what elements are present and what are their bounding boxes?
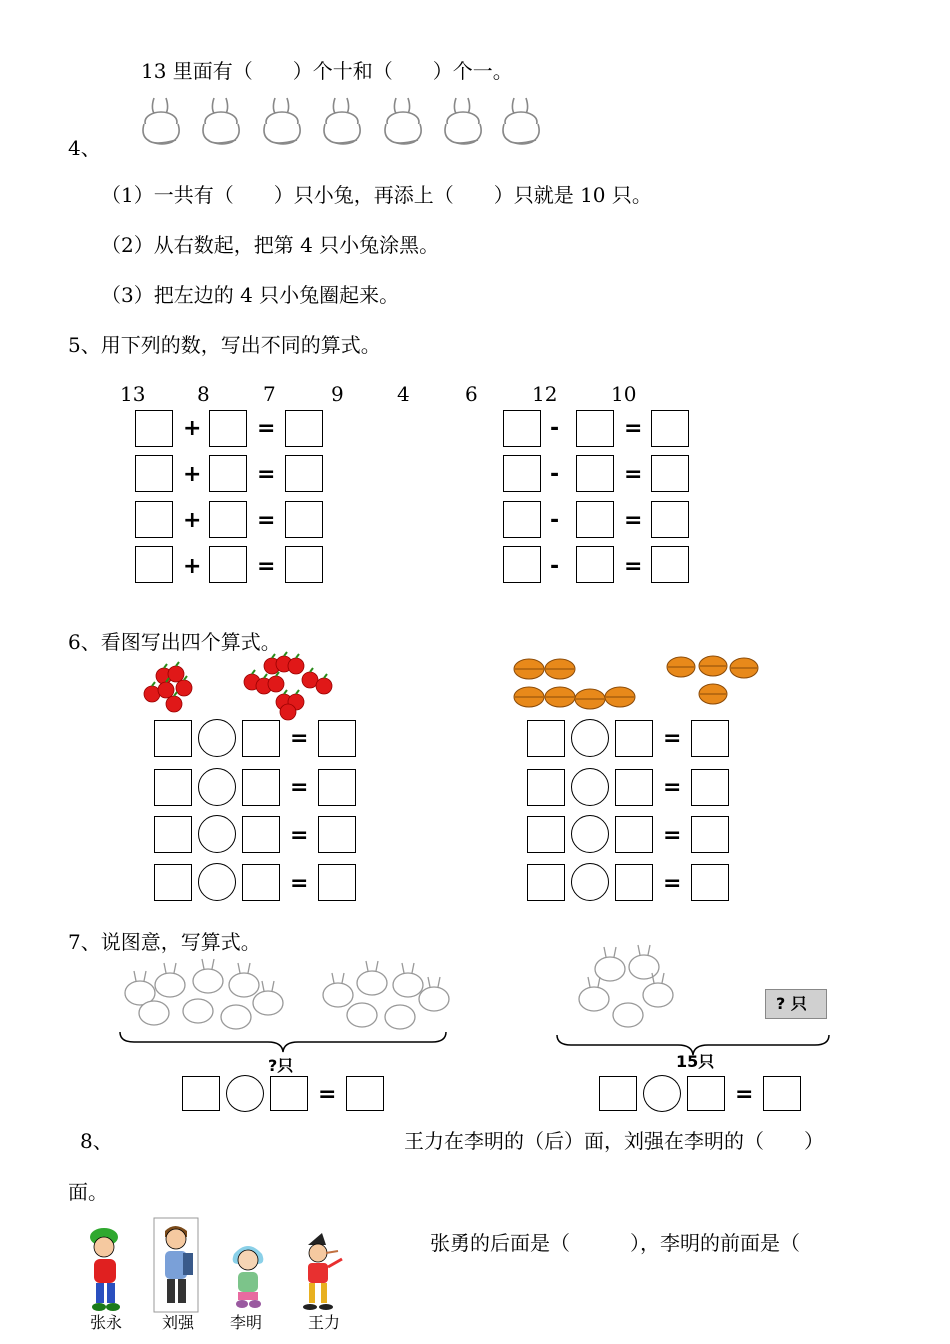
q5-number: 9 (331, 382, 344, 406)
answer-box[interactable] (318, 720, 356, 757)
q6-title: 6、看图写出四个算式。 (68, 630, 281, 654)
answer-box[interactable] (154, 720, 192, 757)
answer-box[interactable] (576, 501, 614, 538)
equals-sign: = (257, 416, 276, 441)
question-box (765, 989, 827, 1019)
plus-sign: + (183, 554, 202, 579)
plus-sign: + (183, 416, 202, 441)
answer-box[interactable] (576, 546, 614, 583)
boy-backpack-icon (153, 1217, 199, 1313)
answer-box[interactable] (527, 720, 565, 757)
equals-sign: = (257, 462, 276, 487)
q8-line-1: 王力在李明的（后）面，刘强在李明的（ ） (404, 1129, 824, 1153)
answer-box[interactable] (503, 501, 541, 538)
apples-group-icon (140, 660, 200, 715)
equals-sign: = (257, 508, 276, 533)
equals-sign: = (257, 554, 276, 579)
q8-line-3: 张勇的后面是（ ），李明的前面是（ (430, 1231, 800, 1255)
operator-circle[interactable] (198, 815, 236, 853)
answer-box[interactable] (318, 864, 356, 901)
q4-item-2: （2）从右数起，把第 4 只小兔涂黑。 (101, 233, 440, 257)
answer-box[interactable] (285, 410, 323, 447)
bunny-icon (380, 94, 428, 150)
equals-sign: = (290, 726, 309, 751)
answer-box[interactable] (691, 720, 729, 757)
equals-sign: = (624, 462, 643, 487)
answer-box[interactable] (242, 769, 280, 806)
answer-box[interactable] (687, 1076, 725, 1111)
bunny-icon (319, 94, 367, 150)
answer-box[interactable] (285, 501, 323, 538)
answer-box[interactable] (242, 816, 280, 853)
child-name-label: 张永 (90, 1313, 123, 1332)
answer-box[interactable] (527, 769, 565, 806)
answer-box[interactable] (154, 864, 192, 901)
answer-box[interactable] (576, 410, 614, 447)
answer-box[interactable] (651, 546, 689, 583)
answer-box[interactable] (154, 769, 192, 806)
apples-group-icon (240, 652, 340, 722)
operator-circle[interactable] (226, 1075, 264, 1112)
answer-box[interactable] (318, 816, 356, 853)
answer-box[interactable] (691, 864, 729, 901)
answer-box[interactable] (154, 816, 192, 853)
answer-box[interactable] (503, 410, 541, 447)
answer-box[interactable] (209, 501, 247, 538)
answer-box[interactable] (651, 410, 689, 447)
answer-box[interactable] (651, 501, 689, 538)
operator-circle[interactable] (571, 815, 609, 853)
answer-box[interactable] (576, 455, 614, 492)
answer-box[interactable] (318, 769, 356, 806)
pinocchio-icon (296, 1233, 350, 1313)
child-name-label: 李明 (230, 1313, 263, 1332)
left-quantity-label: ?只 (268, 1056, 294, 1075)
burgers-group-icon (666, 654, 761, 708)
q5-number: 4 (397, 382, 410, 406)
operator-circle[interactable] (198, 719, 236, 757)
answer-box[interactable] (135, 410, 173, 447)
operator-circle[interactable] (571, 768, 609, 806)
answer-box[interactable] (691, 769, 729, 806)
answer-box[interactable] (182, 1076, 220, 1111)
q4-item-3: （3）把左边的 4 只小兔圈起来。 (101, 283, 400, 307)
answer-box[interactable] (285, 546, 323, 583)
left-brace (118, 1030, 448, 1056)
q3-line: 13 里面有（ ）个十和（ ）个一。 (141, 59, 513, 83)
answer-box[interactable] (346, 1076, 384, 1111)
q4-item-1: （1）一共有（ ）只小兔，再添上（ ）只就是 10 只。 (101, 183, 652, 207)
equals-sign: = (735, 1082, 754, 1107)
q4-number: 4、 (68, 136, 101, 160)
answer-box[interactable] (270, 1076, 308, 1111)
boy-green-hat-icon (82, 1225, 128, 1313)
answer-box[interactable] (527, 816, 565, 853)
bunny-icon (498, 94, 546, 150)
operator-circle[interactable] (198, 863, 236, 901)
bunny-icon (198, 94, 246, 150)
q5-number: 10 (611, 382, 637, 406)
answer-box[interactable] (135, 546, 173, 583)
answer-box[interactable] (503, 455, 541, 492)
child-name-label: 刘强 (162, 1313, 195, 1332)
equals-sign: = (318, 1082, 337, 1107)
answer-box[interactable] (209, 546, 247, 583)
answer-box[interactable] (242, 864, 280, 901)
answer-box[interactable] (527, 864, 565, 901)
equals-sign: = (624, 508, 643, 533)
bunny-group-icon (118, 955, 288, 1035)
bunny-group-icon (318, 955, 453, 1035)
bunny-icon (138, 94, 186, 150)
equals-sign: = (290, 775, 309, 800)
q5-number: 12 (532, 382, 558, 406)
q5-number: 13 (120, 382, 146, 406)
q5-number: 8 (197, 382, 210, 406)
answer-box[interactable] (599, 1076, 637, 1111)
question-box-label: ? 只 (776, 994, 807, 1013)
equals-sign: = (663, 775, 682, 800)
equals-sign: = (663, 726, 682, 751)
equals-sign: = (624, 554, 643, 579)
burgers-group-icon (512, 655, 642, 715)
minus-sign: - (550, 508, 560, 533)
equals-sign: = (624, 416, 643, 441)
q5-number: 6 (465, 382, 478, 406)
answer-box[interactable] (691, 816, 729, 853)
minus-sign: - (550, 416, 560, 441)
answer-box[interactable] (209, 410, 247, 447)
minus-sign: - (550, 554, 560, 579)
answer-box[interactable] (615, 816, 653, 853)
answer-box[interactable] (615, 720, 653, 757)
answer-box[interactable] (242, 720, 280, 757)
equals-sign: = (663, 871, 682, 896)
right-quantity-label: 15只 (676, 1052, 715, 1071)
q8-number: 8、 (80, 1129, 113, 1153)
answer-box[interactable] (285, 455, 323, 492)
q8-line-2: 面。 (68, 1180, 108, 1204)
operator-circle[interactable] (571, 719, 609, 757)
minus-sign: - (550, 462, 560, 487)
answer-box[interactable] (615, 864, 653, 901)
answer-box[interactable] (651, 455, 689, 492)
bunny-icon (440, 94, 488, 150)
q5-title: 5、用下列的数，写出不同的算式。 (68, 333, 381, 357)
answer-box[interactable] (763, 1076, 801, 1111)
operator-circle[interactable] (198, 768, 236, 806)
operator-circle[interactable] (643, 1075, 681, 1112)
child-name-label: 王力 (308, 1313, 341, 1332)
answer-box[interactable] (209, 455, 247, 492)
q5-number: 7 (263, 382, 276, 406)
answer-box[interactable] (135, 455, 173, 492)
answer-box[interactable] (135, 501, 173, 538)
bunny-group-icon (574, 943, 679, 1033)
girl-icon (228, 1240, 268, 1310)
equals-sign: = (290, 823, 309, 848)
q7-title: 7、说图意，写算式。 (68, 930, 261, 954)
plus-sign: + (183, 508, 202, 533)
answer-box[interactable] (615, 769, 653, 806)
answer-box[interactable] (503, 546, 541, 583)
bunny-icon (259, 94, 307, 150)
operator-circle[interactable] (571, 863, 609, 901)
plus-sign: + (183, 462, 202, 487)
equals-sign: = (663, 823, 682, 848)
equals-sign: = (290, 871, 309, 896)
